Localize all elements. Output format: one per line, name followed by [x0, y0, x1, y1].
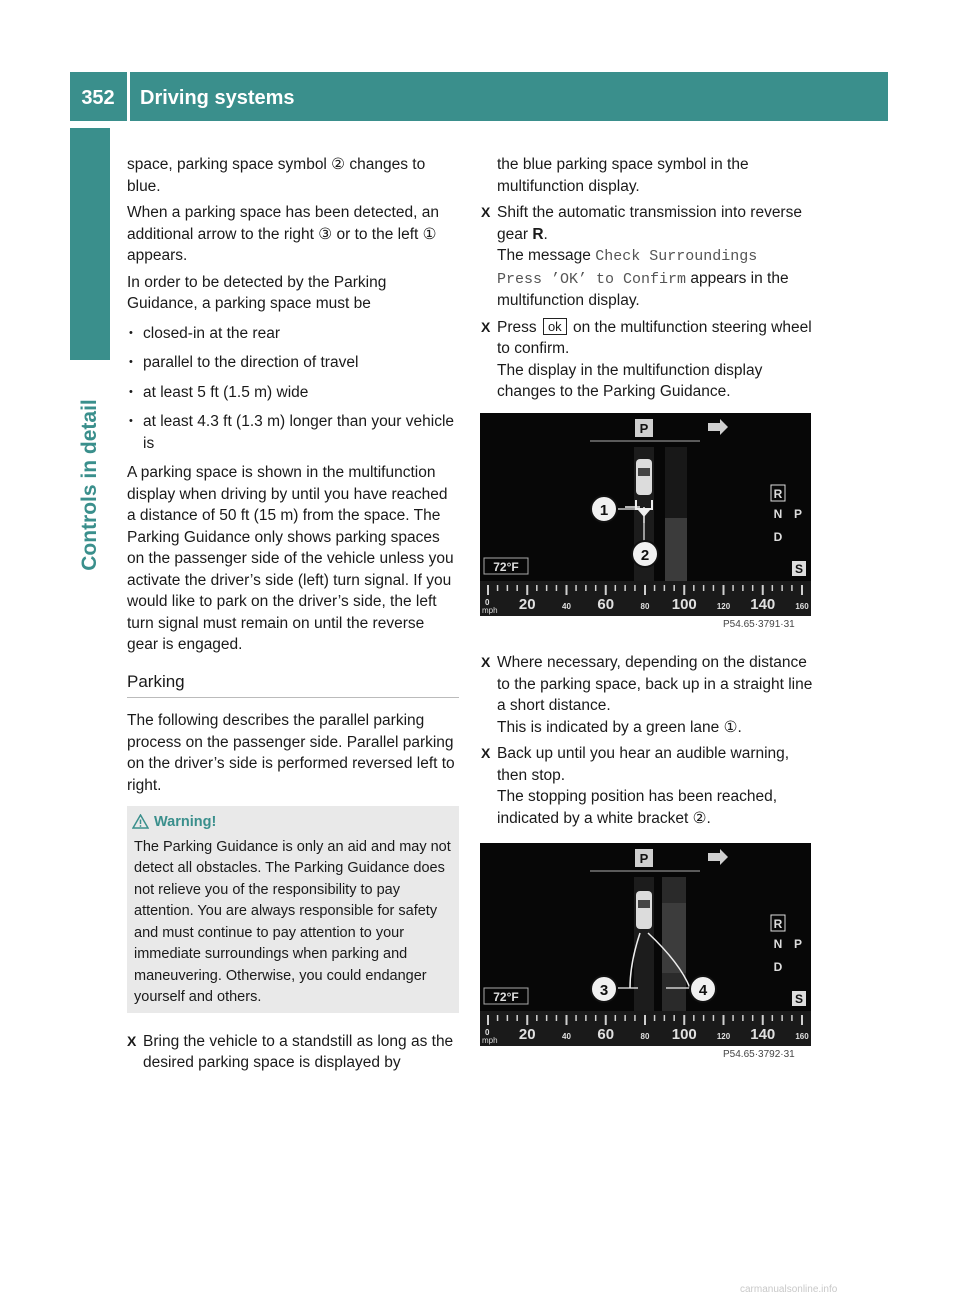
gear-d-label: D — [773, 530, 783, 544]
speed-tick — [693, 1015, 695, 1021]
speed-label: 140 — [750, 1026, 776, 1043]
speed-tick — [605, 1015, 607, 1025]
gear-r-label: R — [532, 225, 544, 243]
paragraph: A parking space is shown in the multifunction display when driving by until you have reached a distance of 50 ft (15 m) from the space. The Parking Guidance only shows parking spaces on the passenger side of the vehicle unless you activate the driver’s side (left) turn signal. If you would like to park on the driver’s side, the left turn signal must remain on until the reverse gear is engaged. — [127, 464, 454, 653]
warning-triangle-icon — [132, 814, 149, 829]
speed-label: 0 — [485, 1028, 490, 1037]
speed-label: 160 — [795, 1032, 809, 1041]
speed-tick — [713, 1015, 715, 1021]
speed-tick — [497, 1015, 499, 1021]
gear-d-label: D — [773, 960, 783, 974]
list-item: • at least 4.3 ft (1.3 m) longer than your vehicle is — [127, 411, 459, 454]
speed-tick — [742, 585, 744, 591]
speed-tick — [673, 585, 675, 591]
speed-label: 40 — [562, 602, 571, 611]
warning-title: Warning! — [154, 814, 217, 830]
speed-label: 100 — [671, 1026, 697, 1043]
step-marker-icon: X — [481, 654, 491, 670]
gear-r-label: R — [773, 487, 783, 501]
speed-tick — [575, 1015, 577, 1021]
figure-1-caption: P54.65·3791·31 — [723, 619, 795, 630]
speed-tick — [526, 1015, 528, 1025]
car-icon — [636, 891, 652, 929]
subheading-parking: Parking — [127, 671, 459, 699]
side-tab — [70, 128, 110, 360]
parking-symbol-label: P — [639, 851, 649, 866]
speed-tick — [781, 1015, 783, 1021]
speed-label: 120 — [716, 1032, 731, 1041]
list-item: • at least 5 ft (1.5 m) wide — [127, 382, 459, 404]
speed-tick — [516, 585, 518, 591]
speed-tick — [556, 1015, 558, 1021]
speed-tick — [497, 585, 499, 591]
speed-tick — [566, 1015, 568, 1025]
step-text: Back up until you hear an audible warning, then stop. — [497, 745, 790, 784]
speed-tick — [791, 585, 793, 591]
step-text: on the multifunction steering wheel to confirm. — [497, 318, 812, 357]
speed-label: 160 — [795, 602, 809, 611]
speed-tick — [781, 585, 783, 591]
display-illustration-2 — [480, 843, 811, 1046]
page-number: 352 — [81, 87, 115, 109]
speed-tick — [644, 1015, 646, 1025]
step-item — [481, 317, 813, 403]
step-marker-icon: X — [127, 1032, 137, 1049]
step-text: Where necessary, depending on the distance to the parking space, back up in a straight line a short distance. — [497, 654, 813, 714]
gear-p-label: P — [793, 937, 803, 951]
speed-label: 20 — [518, 1026, 536, 1043]
step-text: This is indicated by a green lane ①. — [497, 718, 742, 736]
speed-tick — [683, 1015, 685, 1025]
gear-n-label: N — [773, 937, 783, 951]
speed-tick — [634, 1015, 636, 1021]
speed-tick — [526, 585, 528, 595]
speed-tick — [791, 1015, 793, 1021]
speed-tick — [742, 1015, 744, 1021]
speed-label: 60 — [597, 596, 615, 613]
callout-3-label: 3 — [599, 982, 609, 999]
speed-tick — [664, 585, 666, 591]
step-marker-icon: X — [481, 204, 491, 220]
speed-label: 40 — [562, 1032, 571, 1041]
speed-tick — [713, 585, 715, 591]
paragraph: When a parking space has been detected, an additional arrow to the right ③ or to the left ① appears. — [127, 204, 439, 264]
speed-tick — [801, 1015, 803, 1025]
step-text: The stopping position has been reached, indicated by a white bracket ②. — [497, 788, 778, 827]
step-text: The display in the multifunction display changes to the Parking Guidance. — [497, 361, 763, 400]
right-column-middle — [481, 652, 813, 834]
speed-label: 120 — [716, 602, 731, 611]
warning-text: The Parking Guidance is only an aid and may not detect all obstacles. The Parking Guidance does not relieve you of the responsibility to pay attention. You are always responsible for safety and must continue to pay attention to your immediate surroundings when parking and maneuvering. Otherwise, you could endanger yourself and others. — [134, 838, 451, 1005]
speed-tick — [487, 1015, 489, 1025]
display-illustration-1 — [480, 413, 811, 616]
step-text: Bring the vehicle to a standstill as long as the desired parking space is displayed by — [143, 1032, 454, 1071]
speed-tick — [556, 585, 558, 591]
step-marker-icon: X — [481, 318, 491, 335]
step-text: appears in the multifunction display. — [497, 269, 789, 309]
speed-tick — [762, 1015, 764, 1025]
speed-label: 20 — [518, 596, 536, 613]
speed-tick — [546, 1015, 548, 1021]
side-tab-label: Controls in detail — [78, 399, 101, 571]
speed-tick — [595, 585, 597, 591]
speed-tick — [546, 585, 548, 591]
header-divider — [127, 72, 130, 121]
speed-tick — [516, 1015, 518, 1021]
speed-tick — [487, 585, 489, 595]
speed-tick — [644, 585, 646, 595]
speed-tick — [566, 585, 568, 595]
section-title: Driving systems — [140, 87, 295, 109]
speed-tick — [723, 1015, 725, 1025]
speed-tick — [507, 1015, 509, 1021]
step-text: Shift the automatic transmission into reverse gear — [497, 204, 802, 243]
speed-tick — [585, 1015, 587, 1021]
speed-tick — [752, 585, 754, 591]
sport-badge-label: S — [794, 562, 804, 576]
callout-2-label: 2 — [640, 547, 650, 564]
speed-label: 60 — [597, 1026, 615, 1043]
figure-parking-guidance-2 — [480, 843, 811, 1046]
step-text: Press — [497, 318, 537, 336]
speed-tick — [634, 585, 636, 591]
speed-tick — [585, 585, 587, 591]
speed-tick — [575, 585, 577, 591]
paragraph: In order to be detected by the Parking Guidance, a parking space must be — [127, 273, 387, 312]
sport-badge-label: S — [794, 992, 804, 1006]
speed-tick — [654, 1015, 656, 1021]
parking-symbol-label: P — [639, 421, 649, 436]
gear-r-label: R — [773, 917, 783, 931]
speed-tick — [615, 1015, 617, 1021]
temperature-readout: 72°F — [493, 990, 519, 1004]
step-marker-icon: X — [481, 745, 491, 761]
speed-unit-label: mph — [482, 606, 498, 615]
speed-tick — [703, 1015, 705, 1021]
list-item: • closed-in at the rear — [127, 323, 459, 345]
warning-title-row — [154, 812, 452, 834]
figure-2-caption: P54.65·3792·31 — [723, 1049, 795, 1060]
display-message: Press ’OK’ to Confirm — [497, 270, 687, 288]
speed-tick — [683, 585, 685, 595]
speed-tick — [762, 585, 764, 595]
speed-label: 100 — [671, 596, 697, 613]
speed-label: 140 — [750, 596, 776, 613]
right-column-top — [481, 154, 813, 408]
paragraph: space, parking space symbol ② changes to blue. — [127, 156, 426, 195]
ok-key-icon: ok — [543, 318, 567, 335]
gear-n-label: N — [773, 507, 783, 521]
speed-tick — [673, 1015, 675, 1021]
speed-tick — [624, 1015, 626, 1021]
speed-tick — [732, 1015, 734, 1021]
speed-tick — [732, 585, 734, 591]
step-item — [127, 1031, 459, 1074]
speed-tick — [693, 585, 695, 591]
speed-tick — [801, 585, 803, 595]
step-item — [481, 743, 813, 829]
side-tab-label-wrap — [70, 370, 110, 600]
speed-label: 80 — [640, 602, 650, 611]
speed-tick — [654, 585, 656, 591]
speed-tick — [615, 585, 617, 591]
warning-box — [127, 806, 459, 1013]
left-column — [127, 154, 459, 1079]
speed-tick — [723, 585, 725, 595]
speed-unit-label: mph — [482, 1036, 498, 1045]
paragraph: The following describes the parallel parking process on the passenger side. Parallel parking on the driver’s side is performed reversed left to right. — [127, 712, 455, 794]
speed-tick — [595, 1015, 597, 1021]
speed-label: 0 — [485, 598, 490, 607]
speed-tick — [752, 1015, 754, 1021]
step-item — [481, 652, 813, 738]
display-message: Check Surroundings — [595, 248, 758, 265]
speed-tick — [605, 585, 607, 595]
footer-watermark: carmanualsonline.info — [740, 1284, 838, 1295]
callout-1-label: 1 — [599, 502, 609, 519]
figure-parking-guidance-1 — [480, 413, 811, 616]
car-icon — [636, 459, 652, 495]
callout-4-label: 4 — [698, 982, 708, 999]
step-text: The message — [497, 247, 591, 264]
speed-tick — [536, 585, 538, 591]
speed-tick — [536, 1015, 538, 1021]
speed-tick — [624, 585, 626, 591]
speed-tick — [772, 585, 774, 591]
temperature-readout: 72°F — [493, 560, 519, 574]
speed-label: 80 — [640, 1032, 650, 1041]
speed-tick — [507, 585, 509, 591]
paragraph: the blue parking space symbol in the multifunction display. — [497, 156, 749, 195]
speed-tick — [772, 1015, 774, 1021]
gear-p-label: P — [793, 507, 803, 521]
speed-tick — [703, 585, 705, 591]
speed-tick — [664, 1015, 666, 1021]
list-item: • parallel to the direction of travel — [127, 352, 459, 374]
step-item: X Shift the automatic transmission into reverse gear R. The message Check Surroundings Press ’OK’ to Confirm appears in the multifunction display. — [481, 204, 802, 309]
